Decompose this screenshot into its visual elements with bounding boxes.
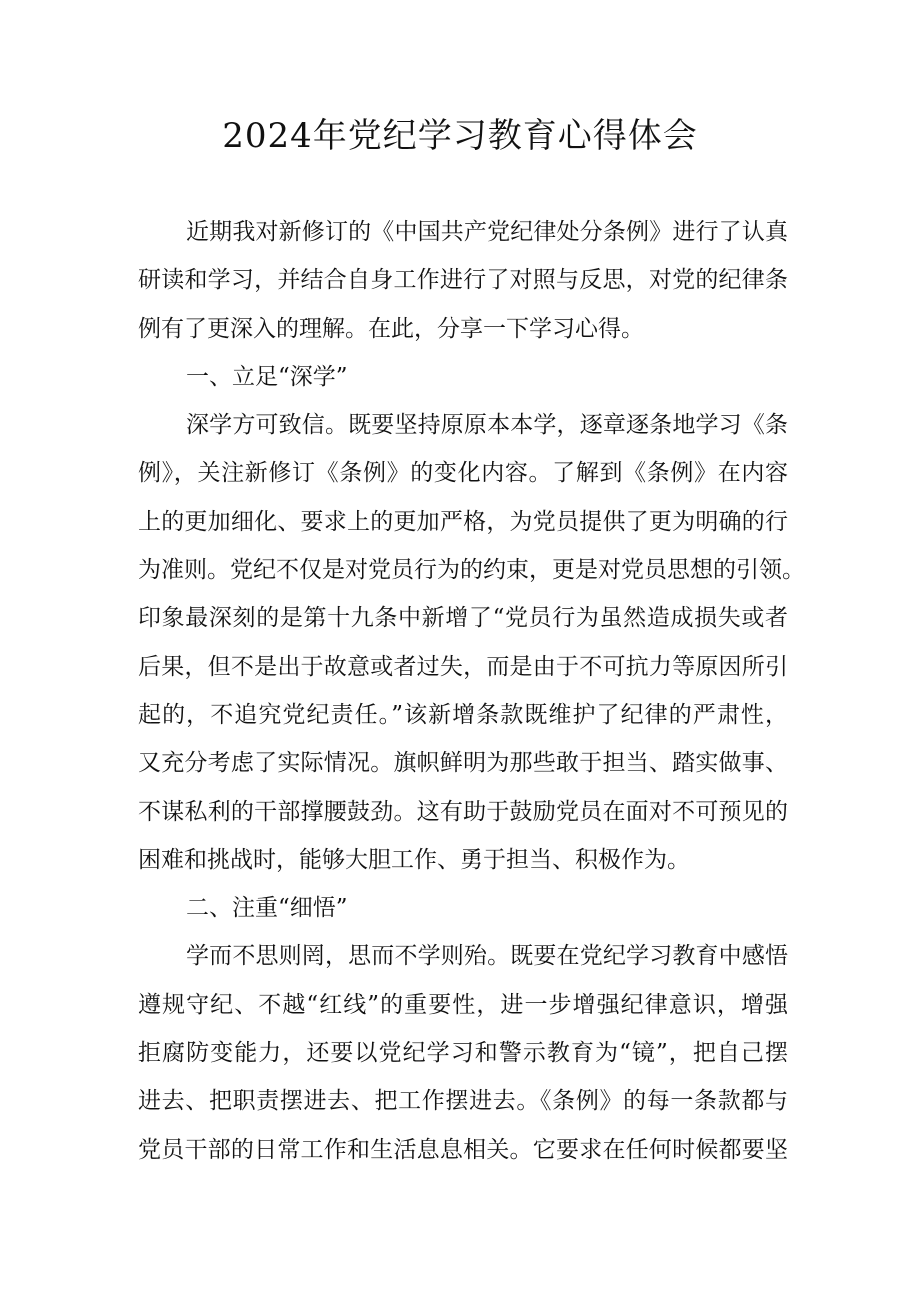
paragraph-3-line-2: 遵规守纪、不越“红线”的重要性，进一步增强纪律意识，增强 xyxy=(138,991,788,1018)
paragraph-2-line-8: 又充分考虑了实际情况。旗帜鲜明为那些敢于担当、踏实做事、 xyxy=(138,750,788,777)
paragraph-2-line-5: 印象最深刻的是第十九条中新增了“党员行为虽然造成损失或者 xyxy=(138,605,788,632)
paragraph-2-line-9: 不谋私利的干部撑腰鼓劲。这有助于鼓励党员在面对不可预见的 xyxy=(138,798,788,825)
paragraph-3-line-3: 拒腐防变能力，还要以党纪学习和警示教育为“镜”，把自己摆 xyxy=(138,1040,788,1067)
paragraph-2-line-10: 困难和挑战时，能够大胆工作、勇于担当、积极作为。 xyxy=(138,846,690,873)
paragraph-3-line-1: 学而不思则罔，思而不学则殆。既要在党纪学习教育中感悟 xyxy=(186,943,788,970)
paragraph-2-line-3: 上的更加细化、要求上的更加严格，为党员提供了更为明确的行 xyxy=(138,508,788,535)
paragraph-2-line-1: 深学方可致信。既要坚持原原本本学，逐章逐条地学习《条 xyxy=(186,412,788,439)
paragraph-2-line-4: 为准则。党纪不仅是对党员行为的约束，更是对党员思想的引领。 xyxy=(138,557,805,584)
paragraph-3-line-4: 进去、把职责摆进去、把工作摆进去。《条例》的每一条款都与 xyxy=(138,1088,788,1115)
section-heading-2: 二、注重“细悟” xyxy=(186,895,348,922)
document-body xyxy=(138,208,805,1174)
paragraph-3-line-5: 党员干部的日常工作和生活息息相关。它要求在任何时候都要坚 xyxy=(138,1136,788,1163)
paragraph-2-line-2: 例》，关注新修订《条例》的变化内容。了解到《条例》在内容 xyxy=(138,460,788,487)
section-heading-1: 一、立足“深学” xyxy=(186,363,348,390)
paragraph-2-line-7: 起的，不追究党纪责任。”该新增条款既维护了纪律的严肃性， xyxy=(138,701,788,728)
paragraph-1-line-3: 例有了更深入的理解。在此，分享一下学习心得。 xyxy=(138,315,644,342)
paragraph-1-line-2: 研读和学习，并结合自身工作进行了对照与反思，对党的纪律条 xyxy=(138,267,788,294)
paragraph-1-line-1: 近期我对新修订的《中国共产党纪律处分条例》进行了认真 xyxy=(186,219,788,245)
paragraph-2-line-6: 后果，但不是出于故意或者过失，而是由于不可抗力等原因所引 xyxy=(138,653,788,680)
document-title: 2024年党纪学习教育心得体会 xyxy=(222,116,698,156)
